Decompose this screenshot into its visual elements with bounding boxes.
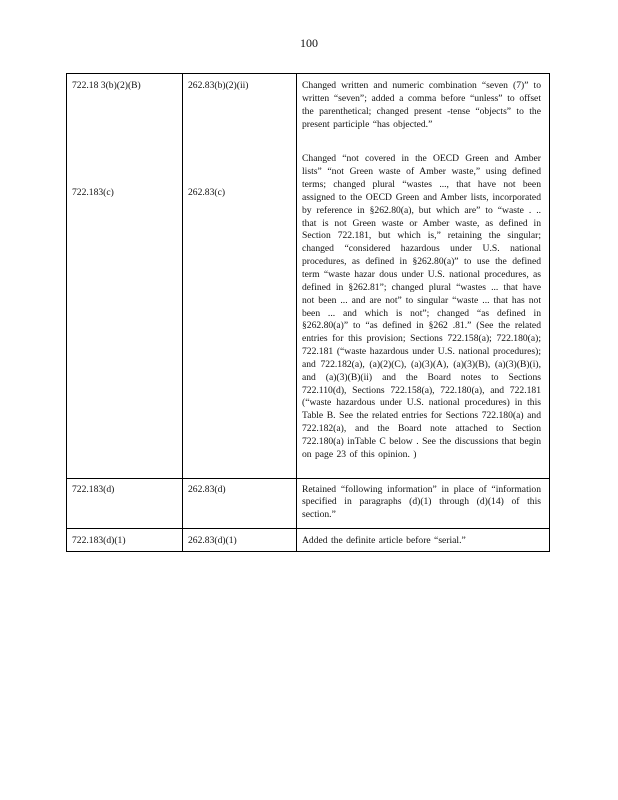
section-cell	[67, 478, 183, 529]
reference-number: 262.83(b)(2)(ii)	[188, 80, 249, 91]
correction-table	[66, 73, 550, 552]
note-cell	[297, 529, 550, 552]
change-note: Changed written and numeric combination “seven (7)” to written “seven”; added a comma before “unless” to offset the parenthetical; changed present -tense “objects” to the present participle “has objected.”	[302, 80, 541, 130]
reference-cell	[183, 74, 297, 479]
reference-number: 262.83(d)	[188, 483, 226, 495]
section-number: 722.183(d)(1)	[72, 535, 126, 547]
table-row	[67, 529, 550, 552]
table-row	[67, 478, 550, 529]
reference-number: 262.83(c)	[188, 186, 226, 198]
reference-cell	[183, 529, 297, 552]
section-number: 722.183(d)	[72, 483, 115, 495]
reference-number: 262.83(d)(1)	[188, 535, 237, 547]
change-note: Retained “following information” in place of “information specified in paragraphs (d)(1) through (d)(14) of this section.”	[302, 483, 541, 521]
change-note: Added the definite article before “serial.”	[302, 535, 466, 547]
section-number: 722.183(c)	[72, 186, 114, 198]
note-cell	[297, 478, 550, 529]
page-number: 100	[300, 36, 318, 50]
table-row-merged	[67, 74, 550, 479]
note-cell	[297, 74, 550, 479]
section-cell	[67, 529, 183, 552]
section-cell	[67, 74, 183, 479]
change-note: Changed “not covered in the OECD Green and Amber lists” “not Green waste of Amber waste,” using defined terms; changed plural “wastes ..., that have not been assigned to the OECD Green and Amber lists, incorporated by reference in §262.80(a), but which are” to “waste . .. that is not Green waste or Amber waste, as defined in Section 722.181, but which is,” retaining the singular; changed “considered hazardous under U.S. national procedures, as defined in §262.80(a)” to use the defined term “waste hazar dous under U.S. national procedures, as defined in §262.81”; changed plural “wastes ... that have not been ... and are not” to singular “waste ... that has not been ... and which is not”; changed “as defined in §262.80(a)” to “as defined in §262 .81.” (See the related entries for this provision; Sections 722.158(a); 722.180(a); 722.181 (“waste hazardous under U.S. national procedures); and 722.182(a), (a)(2)(C), (a)(3)(A), (a)(3)(B), (a)(3)(B)(i), and (a)(3)(B)(ii) and the Board notes to Sections 722.110(d), Sections 722.158(a), 722.180(a), and 722.181 (“waste hazardous under U.S. national procedures) in this Table B. See the related entries for Sections 722.180(a) and 722.182(a), and the Board note attached to Section 722.180(a) inTable C below . See the discussions that begin on page 23 of this opinion. )	[302, 153, 541, 460]
section-number: 722.18 3(b)(2)(B)	[72, 80, 141, 91]
reference-cell	[183, 478, 297, 529]
